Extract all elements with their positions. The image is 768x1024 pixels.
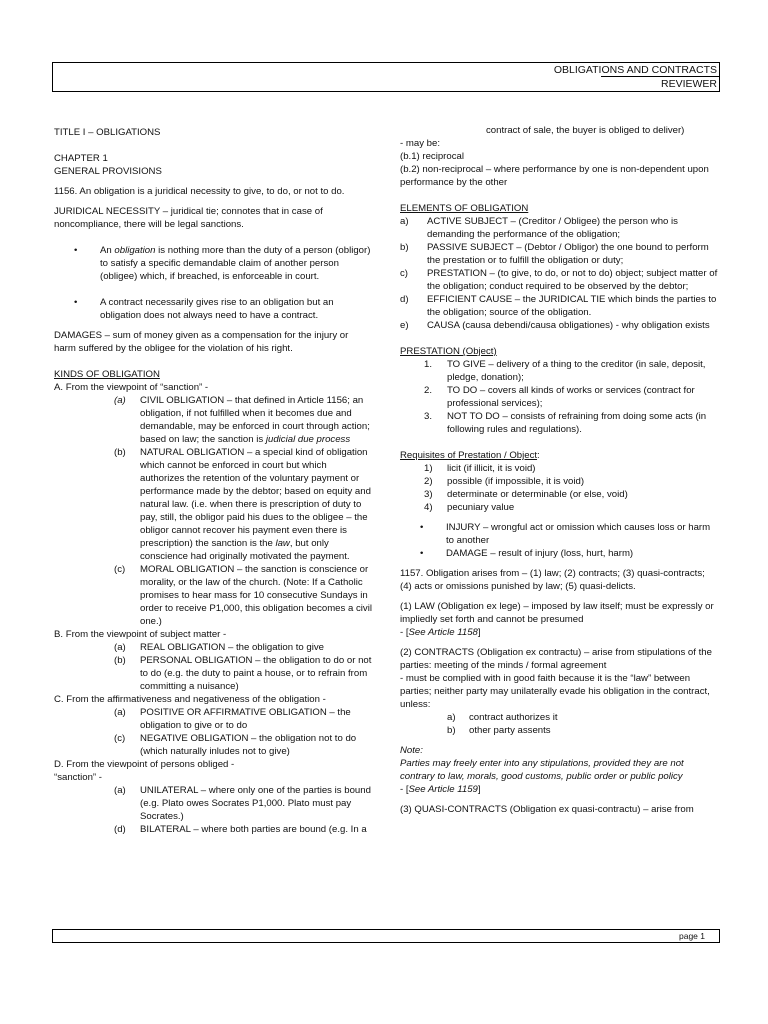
item-text: PERSONAL OBLIGATION – the obligation to do or not to do (e.g. the duty to paint a house, or to refrain from committing a nuisance) — [140, 655, 372, 692]
prestation-heading: PRESTATION (Object) — [400, 346, 497, 357]
title-heading: TITLE I – OBLIGATIONS — [54, 127, 161, 138]
item-label: e) — [400, 320, 409, 331]
kinds-d-sanction: “sanction” - — [54, 772, 102, 783]
ref-article: See Article 1159 — [408, 784, 478, 795]
ref-part: ] — [477, 627, 481, 638]
ref-part: - [ — [400, 784, 409, 795]
prestation-item — [400, 358, 718, 384]
unless-list — [400, 711, 718, 737]
bullet-text-italic: obligation — [114, 245, 156, 256]
bullet-icon: • — [420, 548, 424, 559]
header-title: OBLIGATIONS AND CONTRACTS — [553, 64, 717, 76]
requisite-item — [400, 475, 718, 488]
bullet-obligation-definition — [54, 244, 372, 283]
item-label: (a) — [114, 707, 126, 718]
item-text: UNILATERAL – where only one of the parties is bound (e.g. Plato owes Socrates P1,000. Plato must pay Socrates.) — [140, 785, 371, 822]
item-text: determinate or determinable (or else, void) — [447, 489, 628, 500]
item-label: a) — [400, 216, 409, 227]
element-item — [400, 293, 718, 319]
item-text: NATURAL OBLIGATION – a special kind of obligation which cannot be enforced in court but which authorizes the retention of the voluntary payment or performance made by the debtor; based on equity and natural law. (i.e. when there is prescription of duty to pay, still, the obligor paid his dues to the obligee – the obligor cannot recover his payment even there is prescription) the sanction is the — [140, 447, 371, 549]
damages-definition: DAMAGES – sum of money given as a compensation for the injury or harm suffered by the obligee for the violation of his right. — [54, 330, 349, 354]
source-quasi-label: (3) QUASI-CONTRACTS — [400, 804, 508, 815]
bullet-damage — [400, 547, 718, 560]
article-1157: 1157. Obligation arises from – (1) law; (2) contracts; (3) quasi-contracts; (4) acts or omissions punished by law; (5) quasi-delicts. — [400, 568, 705, 592]
kinds-heading: KINDS OF OBLIGATION — [54, 369, 160, 380]
kinds-c-item — [54, 732, 372, 758]
item-label: 4) — [424, 502, 433, 513]
source-quasi-text: (Obligation ex quasi-contractu) – arise from — [507, 804, 694, 815]
kinds-a-item — [54, 394, 372, 446]
source-law-label: (1) LAW — [400, 601, 435, 612]
item-label: (a) — [114, 395, 126, 406]
requisites-heading — [400, 449, 718, 462]
ref-part: ] — [477, 784, 481, 795]
kinds-d-heading: D. From the viewpoint of persons obliged - — [54, 759, 235, 770]
item-label: (b) — [114, 655, 126, 666]
kinds-a-item — [54, 563, 372, 628]
bullet-text-part: An — [100, 245, 115, 256]
elements-list — [400, 215, 718, 332]
item-label: (b) — [114, 447, 126, 458]
document-footer — [52, 929, 720, 943]
item-label: b) — [447, 725, 456, 736]
unless-item — [400, 711, 718, 724]
item-text-italic: law — [275, 538, 290, 549]
reciprocal: (b.1) reciprocal — [400, 151, 464, 162]
bullet-text: INJURY – wrongful act or omission which causes loss or harm to another — [446, 522, 711, 546]
source-contracts — [400, 646, 718, 672]
item-label: b) — [400, 242, 409, 253]
ref-article: See Article 1158 — [408, 627, 478, 638]
item-text: EFFICIENT CAUSE – the JURIDICAL TIE which binds the parties to the obligation; source of the obligation. — [427, 294, 717, 318]
requisites-heading-text: Requisites of Prestation / Object — [400, 450, 538, 461]
item-label: 3. — [424, 411, 433, 422]
bullet-icon: • — [74, 245, 78, 256]
item-text: PASSIVE SUBJECT – (Debtor / Obligor) the one bound to perform the prestation or to fulfill the obligation or duty; — [427, 242, 709, 266]
item-text: REAL OBLIGATION – the obligation to give — [140, 642, 324, 653]
prestation-item — [400, 410, 718, 436]
non-reciprocal: (b.2) non-reciprocal – where performance by one is non-dependent upon performance by the other — [400, 164, 709, 188]
item-text-italic: judicial due process — [265, 434, 351, 445]
kinds-c-heading: C. From the affirmativeness and negativeness of the obligation - — [54, 694, 326, 705]
kinds-a-item — [54, 446, 372, 563]
item-text: ACTIVE SUBJECT – (Creditor / Obligee) the person who is demanding the performance of the obligation; — [427, 216, 678, 240]
law-reference — [400, 626, 718, 639]
item-label: a) — [447, 712, 456, 723]
bullet-text-part: is nothing more than the duty of a person (obligor) to satisfy a specific demandable claim of another person (obligee) which, if breached, is enforceable in court. — [100, 245, 371, 282]
unless-item — [400, 724, 718, 737]
item-label: 2. — [424, 385, 433, 396]
item-label: 1. — [424, 359, 433, 370]
juridical-necessity-definition: JURIDICAL NECESSITY – juridical tie; connotes that in case of noncompliance, there will be legal sanctions. — [54, 206, 323, 230]
item-text: CIVIL OBLIGATION – that defined in Article 1156; an obligation, if not fulfilled when it becomes due and demandable, may be enforced in court through action; based on law; the sanction is — [140, 395, 370, 445]
source-contracts-label: (2) CONTRACTS — [400, 647, 475, 658]
requisites-list — [400, 462, 718, 514]
element-item — [400, 267, 718, 293]
requisite-item — [400, 501, 718, 514]
source-law — [400, 600, 718, 626]
bullet-contract-note — [54, 296, 372, 322]
requisite-item — [400, 488, 718, 501]
prestation-item — [400, 384, 718, 410]
source-contracts-detail: - must be complied with in good faith because it is the “law” between parties; neither party may unilaterally evade his obligation in the contract, unless: — [400, 673, 710, 710]
item-label: (c) — [114, 733, 126, 744]
item-text: PRESTATION – (to give, to do, or not to do) object; subject matter of the obligation; conduct required to be observed by the debtor; — [427, 268, 718, 292]
left-column — [54, 126, 372, 836]
bullet-text: DAMAGE – result of injury (loss, hurt, harm) — [446, 548, 634, 559]
bullet-injury — [400, 521, 718, 547]
bullet-icon: • — [74, 297, 78, 308]
item-text: POSITIVE OR AFFIRMATIVE OBLIGATION – the obligation to give or to do — [140, 707, 351, 731]
item-text: NOT TO DO – consists of refraining from doing some acts (in following rules and regulations). — [447, 411, 707, 435]
header-subtitle: REVIEWER — [660, 78, 717, 90]
item-label: (d) — [114, 824, 126, 835]
kinds-b-item — [54, 654, 372, 693]
requisite-item — [400, 462, 718, 475]
source-quasi-contracts — [400, 803, 718, 816]
element-item — [400, 319, 718, 332]
item-label: 3) — [424, 489, 433, 500]
item-label: c) — [400, 268, 408, 279]
kinds-d-item — [54, 823, 372, 836]
item-text: TO DO – covers all kinds of works or services (contract for professional services); — [447, 385, 695, 409]
note-text: Parties may freely enter into any stipulations, provided they are not contrary to law, morals, good customs, public order or public policy — [400, 758, 684, 782]
kinds-c-item — [54, 706, 372, 732]
right-column — [400, 124, 718, 816]
item-text: TO GIVE – delivery of a thing to the creditor (in sale, deposit, pledge, donation); — [447, 359, 706, 383]
item-text: NEGATIVE OBLIGATION – the obligation not to do (which naturally inludes not to give) — [140, 733, 357, 757]
header-rule — [601, 76, 719, 77]
item-text: BILATERAL – where both parties are bound (e.g. In a — [140, 824, 367, 835]
item-text: licit (if illicit, it is void) — [447, 463, 536, 474]
kinds-a-heading: A. From the viewpoint of “sanction” - — [54, 382, 209, 393]
note-label: Note: — [400, 745, 423, 756]
item-label: (a) — [114, 642, 126, 653]
item-label: 2) — [424, 476, 433, 487]
source-law-text: (Obligation ex lege) – imposed by law itself; must be expressly or impliedly set forth and cannot be presumed — [400, 601, 714, 625]
document-header — [52, 62, 720, 92]
item-text: other party assents — [469, 725, 551, 736]
item-text: , but only conscience had originally motivated the payment. — [140, 538, 350, 562]
ref-part: - [ — [400, 627, 409, 638]
source-contracts-text: (Obligation ex contractu) – arise from stipulations of the parties: meeting of the minds / formal agreement — [400, 647, 712, 671]
kinds-b-heading: B. From the viewpoint of subject matter - — [54, 629, 227, 640]
item-label: (c) — [114, 564, 126, 575]
bullet-icon: • — [420, 522, 424, 533]
may-be: - may be: — [400, 138, 440, 149]
continued-text: contract of sale, the buyer is obliged to deliver) — [486, 125, 685, 136]
item-text: contract authorizes it — [469, 712, 558, 723]
item-label: d) — [400, 294, 409, 305]
item-text: CAUSA (causa debendi/causa obligationes) - why obligation exists — [427, 320, 710, 331]
note-reference — [400, 783, 718, 796]
element-item — [400, 215, 718, 241]
element-item — [400, 241, 718, 267]
kinds-d-item — [54, 784, 372, 823]
prestation-list — [400, 358, 718, 436]
elements-heading: ELEMENTS OF OBLIGATION — [400, 203, 529, 214]
provisions-heading: GENERAL PROVISIONS — [54, 166, 162, 177]
item-text: pecuniary value — [447, 502, 515, 513]
article-1156: 1156. An obligation is a juridical necessity to give, to do, or not to do. — [54, 186, 345, 197]
requisites-colon: : — [537, 450, 540, 461]
item-label: (a) — [114, 785, 126, 796]
item-text: MORAL OBLIGATION – the sanction is conscience or morality, or the law of the church. (Note: If a Catholic promises to hear mass for 10 consecutive Sundays in order to receive P1,000, this obligation becomes a civil one.) — [140, 564, 372, 627]
kinds-b-item — [54, 641, 372, 654]
chapter-heading: CHAPTER 1 — [54, 153, 108, 164]
page-number: page 1 — [679, 931, 705, 941]
item-text: possible (if impossible, it is void) — [447, 476, 585, 487]
item-label: 1) — [424, 463, 433, 474]
bullet-text: A contract necessarily gives rise to an obligation but an obligation does not always need to have a contract. — [100, 297, 334, 321]
